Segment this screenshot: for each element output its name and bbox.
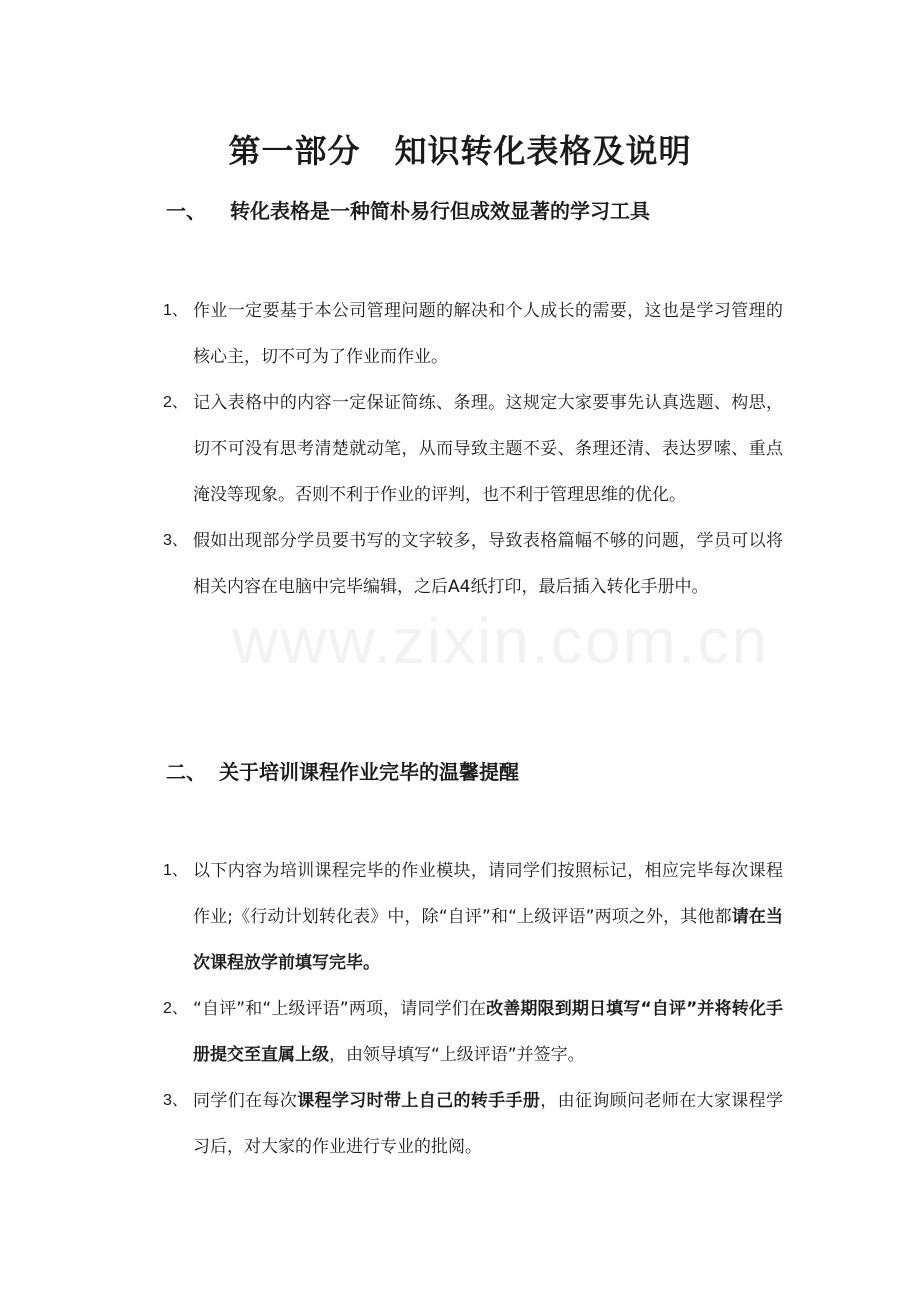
section-heading-text: 转化表格是一种简朴易行但成效显著的学习工具 [230, 199, 650, 223]
list-item [163, 986, 783, 1078]
list-item-text: 记入表格中的内容一定保证简练、条理。这规定大家要事先认真选题、构思，切不可没有思考清楚就动笔，从而导致主题不妥、条理还清、表达罗嗦、重点淹没等现象。否则不利于作业的评判，也不利于管理思维的优化。 [193, 393, 783, 505]
section-heading-text: 关于培训课程作业完毕的温馨提醒 [219, 760, 519, 784]
list-item-text [193, 1078, 783, 1170]
list-item-text: 作业一定要基于本公司管理问题的解决和个人成长的需要，这也是学习管理的核心主，切不可为了作业而作业。 [193, 301, 783, 367]
item-text-bold: 改善期限到期日填写“自评”并将转化手册提交至直属上级 [193, 999, 783, 1065]
list-marker: 1、 [163, 862, 188, 879]
list-marker: 3、 [163, 532, 188, 549]
section-heading-1 [166, 196, 650, 226]
item-text-plain: ，由领导填写“上级评语”并签字。 [329, 1045, 585, 1065]
list-item-text [193, 986, 783, 1078]
page-title-part: 第一部分 [228, 132, 361, 170]
list-item [163, 518, 783, 610]
list-marker: 1、 [163, 302, 188, 319]
item-text-plain: “自评”和“上级评语”两项，请同学们在 [193, 999, 487, 1019]
list-item-text: 假如出现部分学员要书写的文字较多，导致表格篇幅不够的问题，学员可以将相关内容在电脑中完毕编辑，之后A4纸打印，最后插入转化手册中。 [193, 531, 783, 597]
item-text-plain: ，由征询顾问老师在大家课程学习后，对大家的作业进行专业的批阅。 [193, 1091, 784, 1157]
section-heading-2 [166, 757, 519, 787]
list-item [163, 848, 783, 986]
page-title-main: 知识转化表格及说明 [394, 132, 692, 170]
list-item-text [193, 848, 783, 986]
item-text-bold: 课程学习时带上自己的转手手册 [297, 1091, 541, 1111]
list-item [163, 1078, 783, 1170]
section-number: 二、 [166, 760, 206, 784]
item-text-bold: 请在当次课程放学前填写完毕。 [193, 907, 783, 973]
section-2-list [163, 848, 783, 1170]
section-1-list [163, 288, 783, 610]
item-text-plain: 同学们在每次 [193, 1091, 298, 1111]
list-item [163, 288, 783, 380]
list-marker: 3、 [163, 1092, 188, 1109]
page-title [0, 128, 920, 174]
list-marker: 2、 [163, 394, 188, 411]
watermark: www.zixin.com.cn [232, 605, 769, 677]
list-item [163, 380, 783, 518]
item-text-plain: 以下内容为培训课程完毕的作业模块，请同学们按照标记，相应完毕每次课程作业;《行动计划转化表》中，除“自评”和“上级评语”两项之外，其他都 [193, 861, 783, 927]
list-marker: 2、 [163, 1000, 188, 1017]
section-number: 一、 [166, 199, 206, 223]
